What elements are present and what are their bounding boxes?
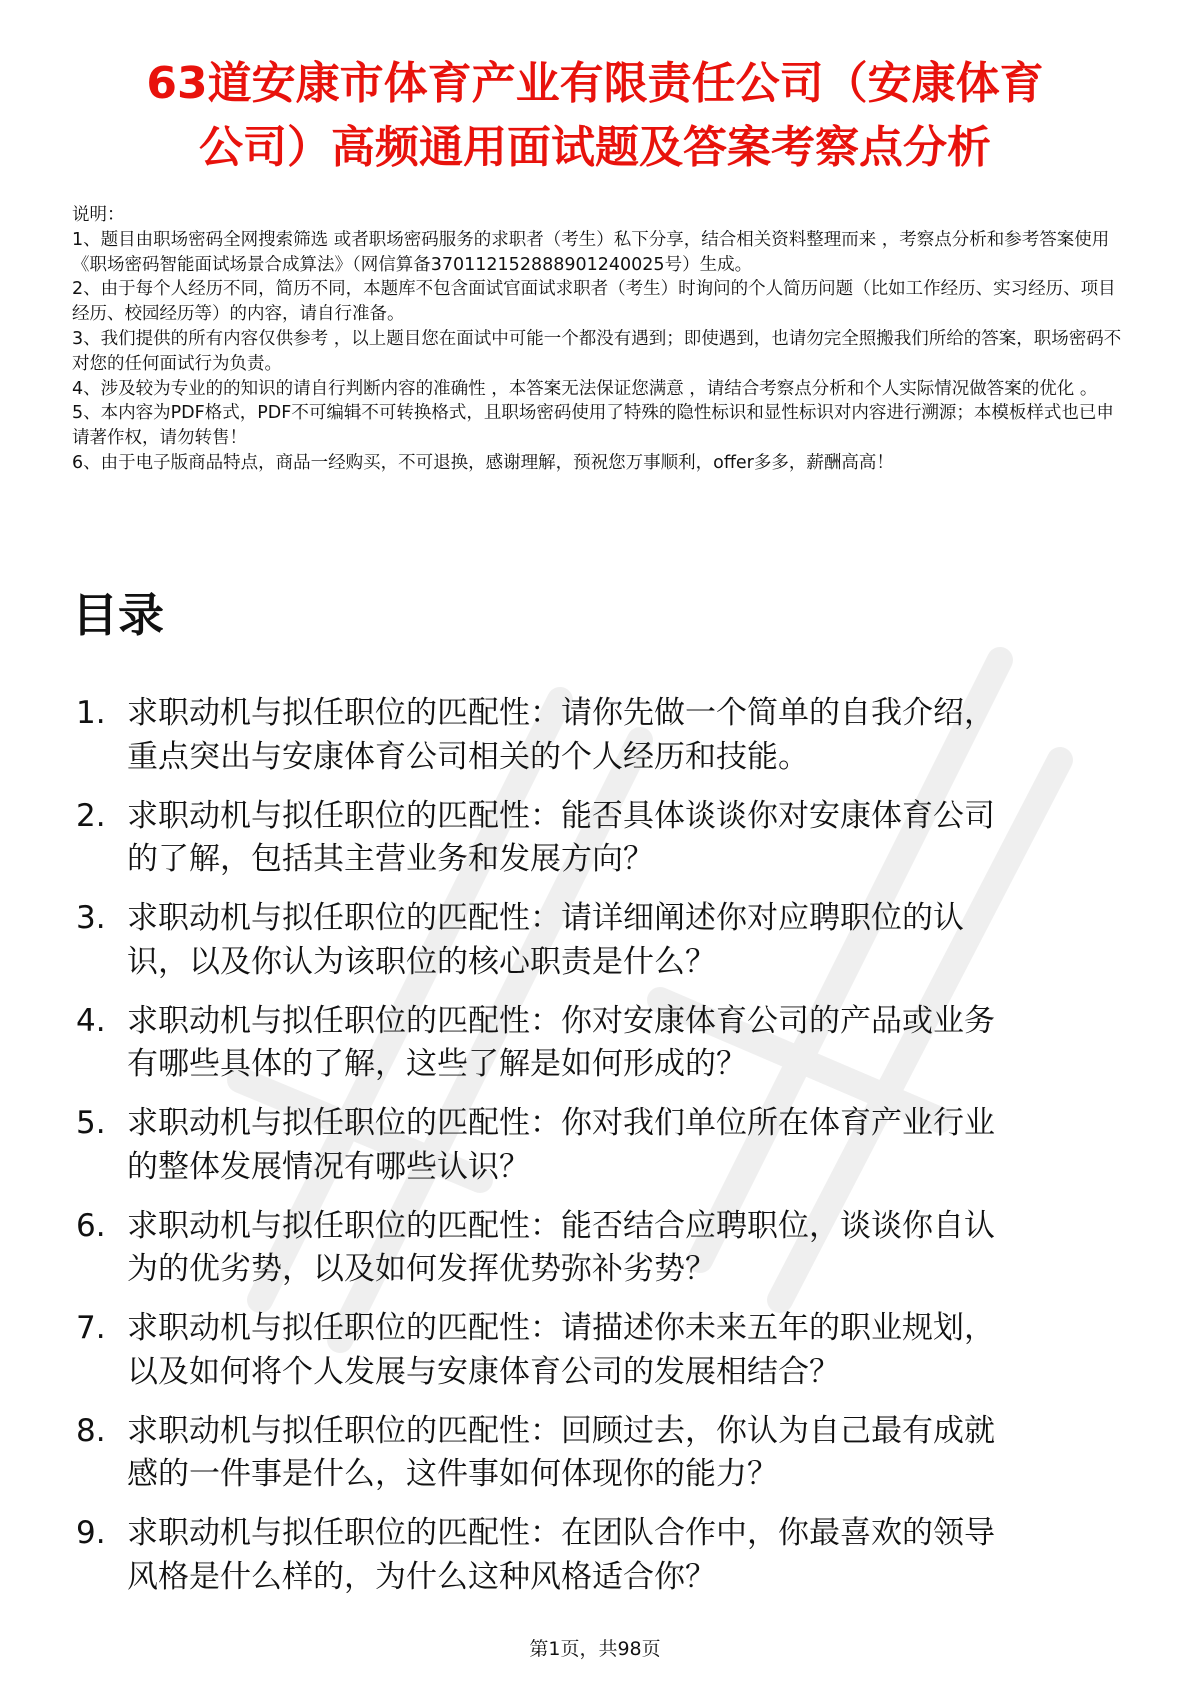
toc-item-4[interactable] [72,1000,1132,1087]
toc-item-text-line2: 识，以及你认为该职位的核心职责是什么？ [127,943,716,980]
toc-item-3[interactable] [72,897,1132,984]
toc-item-number: 7. [76,1310,106,1346]
toc-item-text-line1: 求职动机与拟任职位的匹配性：能否结合应聘职位，谈谈你自认 [127,1207,995,1244]
toc-item-number: 1. [76,695,106,731]
toc-item-text-line1: 求职动机与拟任职位的匹配性：回顾过去，你认为自己最有成就 [127,1412,995,1449]
toc-item-text-line1: 求职动机与拟任职位的匹配性：请详细阐述你对应聘职位的认 [127,900,964,936]
toc-item-text-line2: 风格是什么样的，为什么这种风格适合你？ [127,1558,716,1595]
toc-item-text-line1: 求职动机与拟任职位的匹配性：能否具体谈谈你对安康体育公司 [127,797,995,834]
toc-item-number: 6. [76,1207,106,1244]
toc-item-text-line1: 求职动机与拟任职位的匹配性：你对我们单位所在体育产业行业 [127,1105,995,1141]
toc-item-number: 3. [76,900,106,936]
notes-section [72,203,1122,476]
toc-item-7[interactable] [72,1307,1132,1394]
toc-item-9[interactable] [72,1512,1132,1599]
toc-list [72,692,1132,1615]
title-line-1: 63道安康市体育产业有限责任公司（安康体育 [146,58,1044,109]
toc-item-number: 8. [76,1412,106,1449]
toc-item-text-line2: 有哪些具体的了解，这些了解是如何形成的？ [127,1046,747,1082]
notes-heading: 说明： [72,205,125,225]
toc-item-number: 9. [76,1515,106,1551]
toc-item-text-line1: 求职动机与拟任职位的匹配性：请描述你未来五年的职业规划， [127,1310,995,1346]
title-line-2: 公司）高频通用面试题及答案考察点分析 [199,122,991,173]
toc-item-text-line2: 以及如何将个人发展与安康体育公司的发展相结合？ [127,1353,840,1390]
toc-item-5[interactable] [72,1102,1132,1189]
note-item: 1、题目由职场密码全网搜索筛选 或者职场密码服务的求职者（考生）私下分享，结合相关资料整理而来 ，考察点分析和参考答案使用《职场密码智能面试场景合成算法》（网信算备370112152888901240025号）生成。 [72,229,1110,275]
toc-item-6[interactable] [72,1205,1132,1292]
note-item: 4、涉及较为专业的的知识的请自行判断内容的准确性 ，本答案无法保证您满意 ，请结合考察点分析和个人实际情况做答案的优化 。 [72,378,1098,399]
toc-item-text-line2: 的整体发展情况有哪些认识？ [127,1148,530,1185]
note-item: 6、由于电子版商品特点，商品一经购买，不可退换，感谢理解，预祝您万事顺利，offer多多，薪酬高高！ [72,452,894,473]
note-item: 2、由于每个人经历不同，简历不同，本题库不包含面试官面试求职者（考生）时询问的个人简历问题（比如工作经历、实习经历、项目经历、校园经历等）的内容，请自行准备。 [72,279,1116,325]
toc-item-text-line2: 感的一件事是什么，这件事如何体现你的能力？ [127,1456,778,1492]
toc-item-number: 2. [76,797,106,834]
toc-item-text-line2: 为的优劣势，以及如何发挥优势弥补劣势？ [127,1251,716,1287]
toc-item-number: 4. [76,1002,106,1039]
toc-item-1[interactable] [72,692,1132,779]
note-item: 3、我们提供的所有内容仅供参考 ，以上题目您在面试中可能一个都没有遇到；即使遇到，也请勿完全照搬我们所给的答案，职场密码不对您的任何面试行为负责。 [72,328,1122,374]
toc-item-text-line1: 求职动机与拟任职位的匹配性：你对安康体育公司的产品或业务 [127,1002,995,1039]
toc-heading: 目录 [72,588,164,642]
toc-item-text-line1: 求职动机与拟任职位的匹配性：在团队合作中，你最喜欢的领导 [127,1515,995,1551]
toc-item-number: 5. [76,1105,106,1141]
toc-item-text-line1: 求职动机与拟任职位的匹配性：请你先做一个简单的自我介绍， [127,695,995,731]
document-title [60,52,1130,180]
toc-item-8[interactable] [72,1410,1132,1497]
toc-item-text-line2: 重点突出与安康体育公司相关的个人经历和技能。 [127,738,809,775]
note-item: 5、本内容为PDF格式，PDF不可编辑不可转换格式，且职场密码使用了特殊的隐性标识和显性标识对内容进行溯源；本模板样式也已申请著作权，请勿转售！ [72,403,1114,449]
toc-item-text-line2: 的了解，包括其主营业务和发展方向？ [127,841,654,877]
toc-item-2[interactable] [72,795,1132,882]
page-footer: 第1页，共98页 [529,1638,661,1660]
